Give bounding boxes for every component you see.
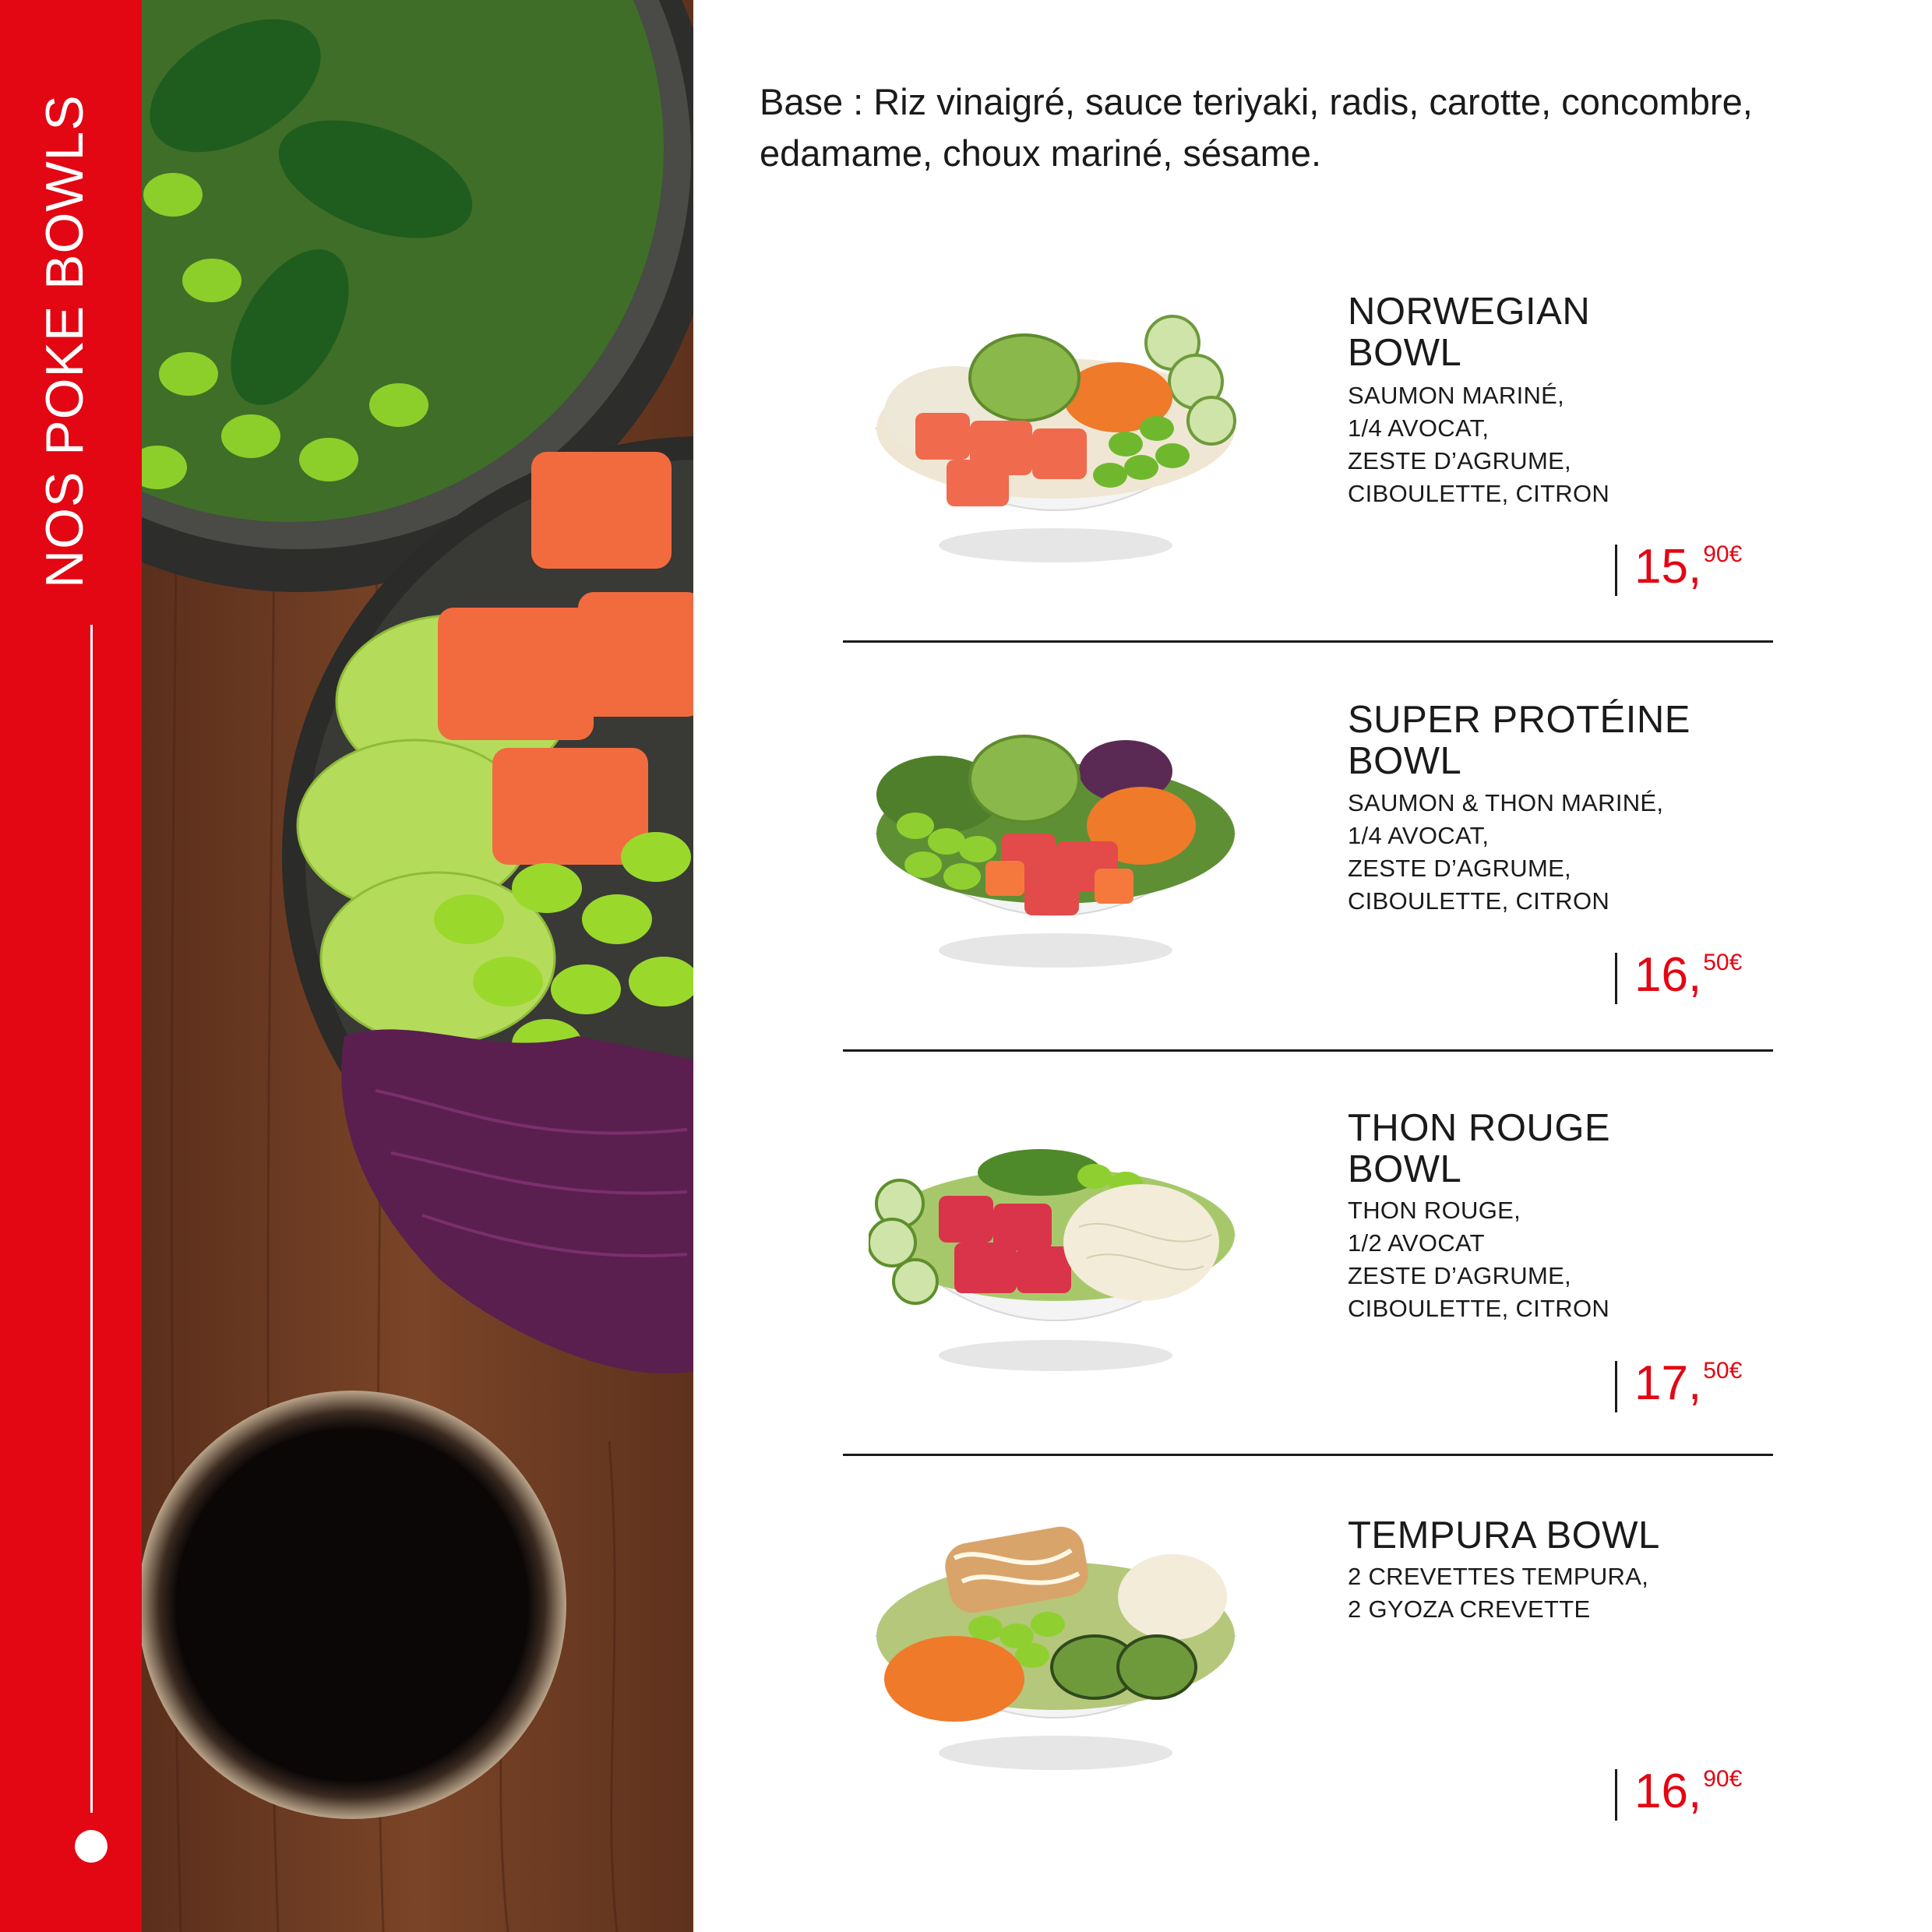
item-desc-line: 1/2 AVOCAT: [1348, 1229, 1485, 1257]
price-cents: 50€: [1703, 950, 1743, 975]
price-separator: [1615, 1769, 1617, 1821]
item-name-thon-rouge: [1348, 1108, 1784, 1190]
item-divider: [843, 1454, 1773, 1456]
item-desc-line: ZESTE D’AGRUME,: [1348, 447, 1571, 474]
price-integer: 16,: [1634, 1765, 1702, 1818]
price-integer: 17,: [1634, 1356, 1702, 1410]
item-divider: [843, 640, 1773, 643]
base-ingredients: Base : Riz vinaigré, sauce teriyaki, radis, carotte, concombre, edamame, choux mariné, sésame.: [760, 81, 1753, 174]
bowl-image-norwegian: [869, 312, 1243, 569]
sidebar-dot: [75, 1830, 108, 1863]
price-separator: [1615, 953, 1617, 1004]
item-name-tempura: [1348, 1515, 1784, 1557]
item-desc-tempura: [1348, 1560, 1784, 1626]
bowl-image-tempura: [869, 1511, 1243, 1776]
item-desc-line: 1/4 AVOCAT,: [1348, 414, 1490, 442]
item-desc-norwegian: [1348, 379, 1784, 510]
item-name-super-proteine: [1348, 700, 1784, 782]
price-cents: 90€: [1703, 1766, 1743, 1792]
item-name-line: BOWL: [1348, 332, 1462, 374]
price-separator: [1615, 545, 1617, 596]
item-price-thon-rouge: [1615, 1356, 1742, 1411]
item-divider: [843, 1049, 1773, 1052]
item-name-line: THON ROUGE: [1348, 1107, 1611, 1149]
item-name-line: BOWL: [1348, 1148, 1462, 1190]
item-price-tempura: [1615, 1765, 1742, 1819]
item-desc-thon-rouge: [1348, 1194, 1784, 1325]
item-desc-line: ZESTE D’AGRUME,: [1348, 855, 1571, 882]
item-name-line: SUPER PROTÉINE: [1348, 699, 1690, 741]
item-desc-line: CIBOULETTE, CITRON: [1348, 887, 1610, 915]
price-integer: 15,: [1634, 540, 1702, 594]
item-name-line: BOWL: [1348, 740, 1462, 782]
item-desc-line: CIBOULETTE, CITRON: [1348, 480, 1610, 507]
item-desc-line: 1/4 AVOCAT,: [1348, 822, 1490, 849]
item-desc-line: ZESTE D’AGRUME,: [1348, 1262, 1571, 1289]
food-photo: [142, 0, 693, 1932]
item-desc-line: 2 GYOZA CREVETTE: [1348, 1595, 1591, 1623]
item-desc-super-proteine: [1348, 787, 1784, 918]
item-desc-line: 2 CREVETTES TEMPURA,: [1348, 1563, 1649, 1590]
item-desc-line: SAUMON MARINÉ,: [1348, 382, 1565, 409]
food-photo-illustration: [142, 0, 693, 1932]
price-separator: [1615, 1361, 1617, 1412]
item-price-norwegian: [1615, 540, 1742, 594]
item-desc-line: SAUMON & THON MARINÉ,: [1348, 789, 1664, 816]
item-name-norwegian: [1348, 291, 1784, 374]
price-integer: 16,: [1634, 948, 1702, 1002]
bowl-image-super-proteine: [869, 724, 1243, 974]
section-title: NOS POKE BOWLS: [35, 94, 94, 588]
bowl-image-thon-rouge: [869, 1149, 1243, 1375]
sidebar-divider-line: [90, 625, 93, 1813]
price-cents: 50€: [1703, 1358, 1743, 1384]
item-name-line: NORWEGIAN: [1348, 291, 1591, 333]
sidebar-band: [0, 0, 142, 1932]
item-name-line: TEMPURA BOWL: [1348, 1514, 1660, 1557]
item-desc-line: CIBOULETTE, CITRON: [1348, 1295, 1610, 1322]
price-cents: 90€: [1703, 541, 1743, 567]
item-desc-line: THON ROUGE,: [1348, 1197, 1521, 1224]
item-price-super-proteine: [1615, 948, 1742, 1003]
